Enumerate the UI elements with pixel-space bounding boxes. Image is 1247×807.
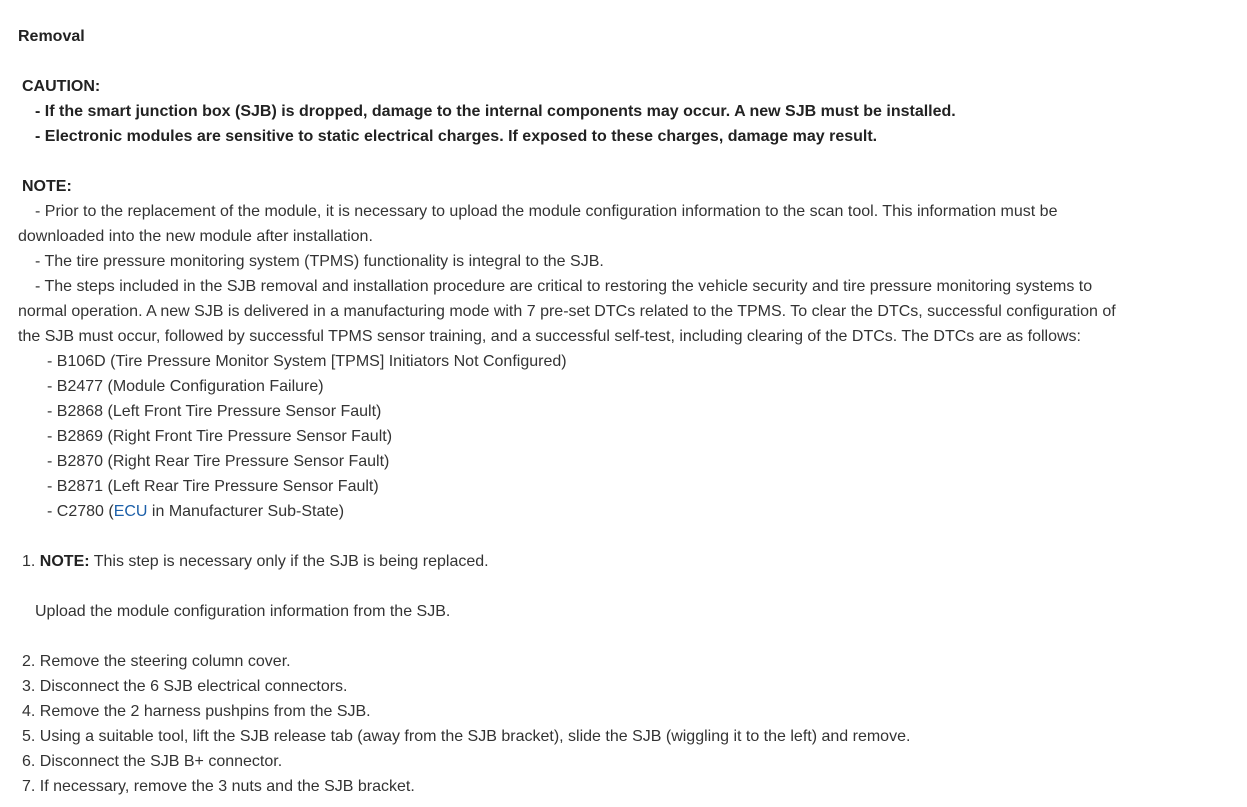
step-item: 3. Disconnect the 6 SJB electrical connectors. [22, 678, 348, 695]
step-note-text: This step is necessary only if the SJB is being replaced. [89, 553, 489, 570]
caution-item: - Electronic modules are sensitive to static electrical charges. If exposed to these charges, damage may result. [35, 128, 878, 145]
step-note-label: NOTE: [39, 553, 90, 570]
note-paragraph: the SJB must occur, followed by successful TPMS sensor training, and a successful self-test, including clearing of the DTCs. The DTCs are as follows: [18, 328, 1081, 345]
dtc-item: - B2869 (Right Front Tire Pressure Sensor Fault) [47, 428, 393, 445]
note-paragraph: - Prior to the replacement of the module, it is necessary to upload the module configuration information to the scan tool. This information must be [35, 203, 1058, 220]
dtc-item: - B2868 (Left Front Tire Pressure Sensor Fault) [47, 403, 382, 420]
step-1 [0, 549, 1247, 574]
step-number: 1. [22, 553, 40, 570]
dtc-prefix: - C2780 ( [47, 503, 114, 520]
dtc-item: - B2477 (Module Configuration Failure) [47, 378, 324, 395]
note-paragraph: normal operation. A new SJB is delivered in a manufacturing mode with 7 pre-set DTCs related to the TPMS. To clear the DTCs, successful configuration of [18, 303, 1116, 320]
dtc-suffix: in Manufacturer Sub-State) [147, 503, 345, 520]
step-item: 7. If necessary, remove the 3 nuts and the SJB bracket. [22, 778, 415, 795]
dtc-item [0, 499, 1247, 524]
ecu-link[interactable]: ECU [113, 503, 148, 520]
section-title: Removal [18, 28, 85, 45]
note-paragraph: downloaded into the new module after installation. [18, 228, 373, 245]
step-item: 6. Disconnect the SJB B+ connector. [22, 753, 283, 770]
dtc-item: - B2871 (Left Rear Tire Pressure Sensor Fault) [47, 478, 379, 495]
note-paragraph: - The tire pressure monitoring system (TPMS) functionality is integral to the SJB. [35, 253, 604, 270]
caution-label: CAUTION: [22, 78, 101, 95]
note-paragraph: - The steps included in the SJB removal and installation procedure are critical to restoring the vehicle security and tire pressure monitoring systems to [35, 278, 1093, 295]
caution-item: - If the smart junction box (SJB) is dropped, damage to the internal components may occur. A new SJB must be installed. [35, 103, 956, 120]
note-label: NOTE: [22, 178, 72, 195]
step-item: 2. Remove the steering column cover. [22, 653, 291, 670]
dtc-item: - B2870 (Right Rear Tire Pressure Sensor Fault) [47, 453, 390, 470]
step-1-text: Upload the module configuration information from the SJB. [35, 603, 451, 620]
dtc-item: - B106D (Tire Pressure Monitor System [TPMS] Initiators Not Configured) [47, 353, 567, 370]
step-item: 4. Remove the 2 harness pushpins from the SJB. [22, 703, 371, 720]
step-item: 5. Using a suitable tool, lift the SJB release tab (away from the SJB bracket), slide the SJB (wiggling it to the left) and remove. [22, 728, 911, 745]
